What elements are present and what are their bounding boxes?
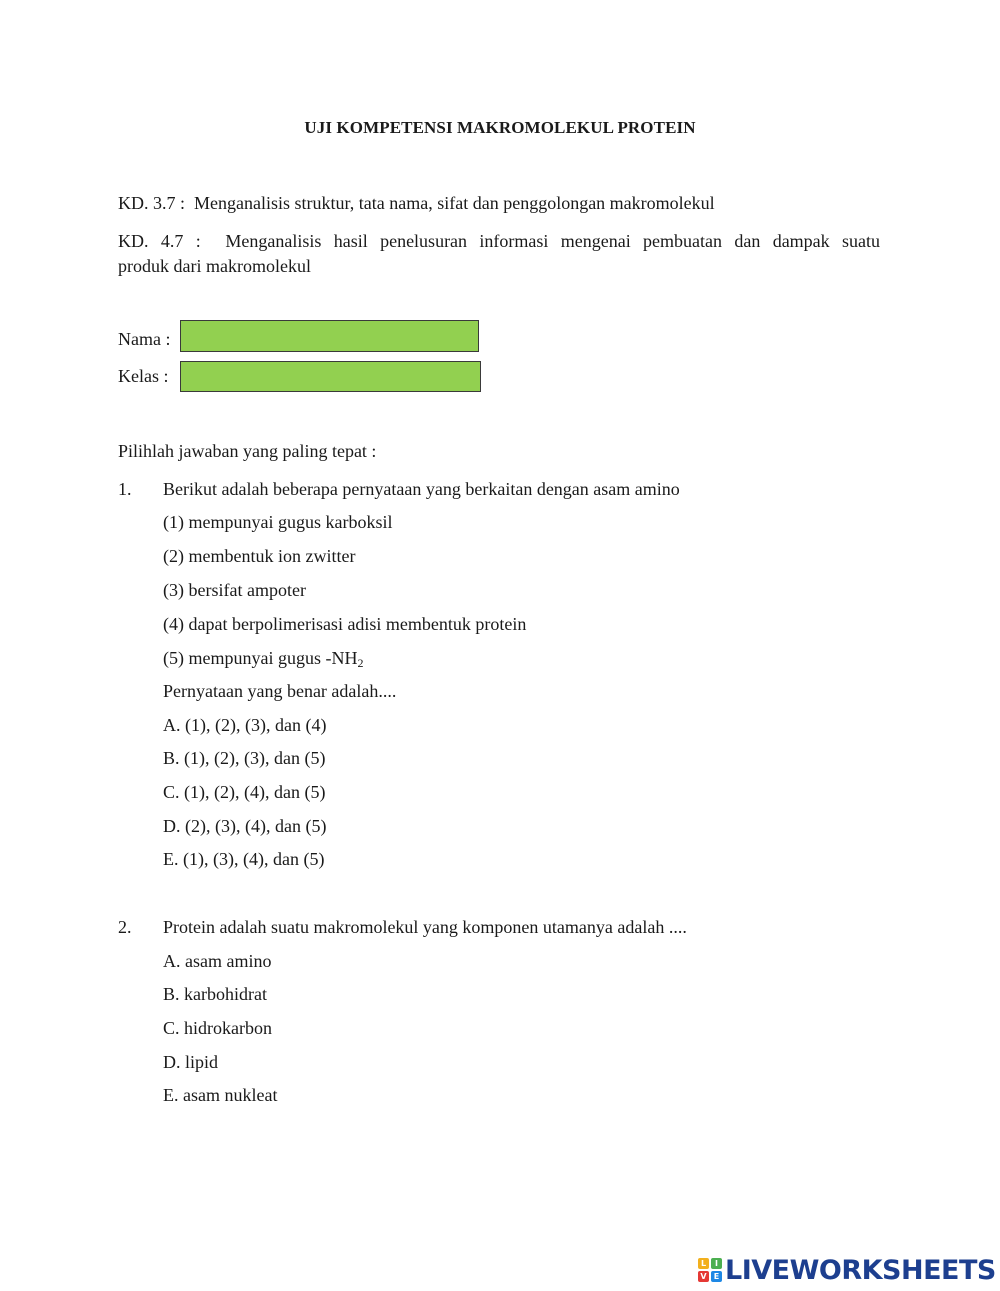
statement-4: (4) dapat berpolimerisasi adisi membentuk protein: [163, 614, 527, 634]
kd-3-7: [118, 193, 715, 214]
logo-text: LIVEWORKSHEETS: [725, 1254, 996, 1286]
statement-3: (3) bersifat ampoter: [163, 580, 306, 600]
kd-text: Menganalisis struktur, tata nama, sifat dan penggolongan makromolekul: [194, 193, 715, 213]
kelas-label: Kelas :: [118, 366, 169, 386]
q2-option-e[interactable]: E. asam nukleat: [163, 1085, 278, 1105]
question-1-number: 1.: [118, 479, 132, 499]
q2-option-b[interactable]: B. karbohidrat: [163, 984, 267, 1004]
q1-option-a[interactable]: A. (1), (2), (3), dan (4): [163, 715, 327, 735]
question-1-text: Berikut adalah beberapa pernyataan yang berkaitan dengan asam amino: [163, 479, 680, 499]
kd-label: KD. 4.7 :: [118, 231, 201, 251]
page-title: UJI KOMPETENSI MAKROMOLEKUL PROTEIN: [304, 118, 696, 137]
logo-mark-icon: L I V E: [698, 1258, 722, 1282]
q1-option-c[interactable]: C. (1), (2), (4), dan (5): [163, 782, 326, 802]
statement-1: (1) mempunyai gugus karboksil: [163, 512, 393, 532]
q1-option-b[interactable]: B. (1), (2), (3), dan (5): [163, 748, 326, 768]
kd-text: Menganalisis hasil penelusuran informasi mengenai pembuatan dan dampak suatu: [225, 231, 881, 251]
liveworksheets-logo: [698, 1255, 996, 1285]
statement-5-subscript: 2: [357, 656, 364, 670]
instruction: Pilihlah jawaban yang paling tepat :: [118, 441, 377, 461]
statement-5-text: (5) mempunyai gugus -NH: [163, 648, 358, 668]
q1-option-d[interactable]: D. (2), (3), (4), dan (5): [163, 816, 327, 836]
q2-option-c[interactable]: C. hidrokarbon: [163, 1018, 272, 1038]
kd-4-7: [118, 231, 880, 252]
statement-2: (2) membentuk ion zwitter: [163, 546, 356, 566]
q2-option-a[interactable]: A. asam amino: [163, 951, 272, 971]
statement-5: [163, 648, 363, 669]
nama-input[interactable]: [180, 320, 479, 352]
question-2-number: 2.: [118, 917, 132, 937]
q2-option-d[interactable]: D. lipid: [163, 1052, 219, 1072]
question-2-text: Protein adalah suatu makromolekul yang komponen utamanya adalah ....: [163, 917, 687, 937]
kd-4-7-continued: produk dari makromolekul: [118, 256, 311, 276]
nama-label: Nama :: [118, 329, 171, 349]
q1-option-e[interactable]: E. (1), (3), (4), dan (5): [163, 849, 325, 869]
question-1-prompt: Pernyataan yang benar adalah....: [163, 681, 397, 701]
kelas-input[interactable]: [180, 361, 481, 392]
kd-label: KD. 3.7 :: [118, 193, 185, 213]
